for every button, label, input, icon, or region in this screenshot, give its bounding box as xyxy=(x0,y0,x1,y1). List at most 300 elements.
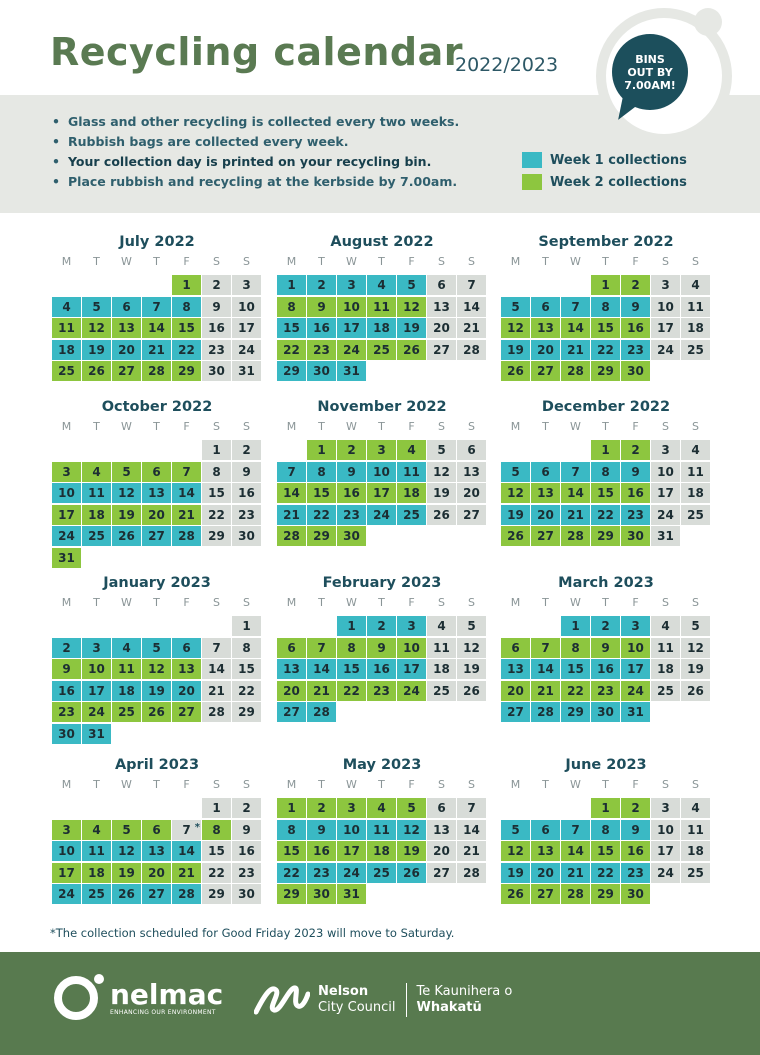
month-name: April 2023 xyxy=(114,757,200,773)
weekday-label: W xyxy=(570,778,581,791)
day-cell: 18 xyxy=(681,318,710,338)
weekday-label: S xyxy=(468,596,475,609)
day-cell: 4 xyxy=(681,440,710,460)
month-april-2023 xyxy=(52,754,262,904)
day-cell: 14 xyxy=(142,318,171,338)
day-cell: 15 xyxy=(591,318,620,338)
month-name: May 2023 xyxy=(342,757,422,773)
day-cell: 17 xyxy=(337,841,366,861)
weekday-label: T xyxy=(602,778,609,791)
council-maori-name xyxy=(417,984,513,1016)
weekday-label: F xyxy=(408,420,415,433)
day-cell: 25 xyxy=(367,863,396,883)
day-cell: 12 xyxy=(112,483,141,503)
weekday-label: S xyxy=(438,596,445,609)
day-cell: 8 xyxy=(277,297,306,317)
day-cell: 6 xyxy=(142,462,171,482)
day-cell: 13 xyxy=(277,659,306,679)
day-cell: 14 xyxy=(172,483,201,503)
day-cell: 9 xyxy=(621,462,650,482)
day-cell: 27 xyxy=(427,863,456,883)
weekday-label: T xyxy=(378,596,385,609)
day-cell: 28 xyxy=(172,884,201,904)
day-cell: 18 xyxy=(112,681,141,701)
council-name-line2: City Council xyxy=(318,1000,396,1015)
day-cell: 4 xyxy=(681,798,710,818)
day-cell: 17 xyxy=(337,318,366,338)
weekday-label: W xyxy=(121,255,132,268)
day-cell: 12 xyxy=(397,820,426,840)
month-october-2022 xyxy=(52,396,262,568)
weekday-label: M xyxy=(510,596,521,609)
day-cell: 18 xyxy=(651,659,680,679)
day-cell: 7 xyxy=(142,297,171,317)
day-cell: 29 xyxy=(202,884,231,904)
weekday-header xyxy=(501,594,711,612)
day-cell: 11 xyxy=(112,659,141,679)
day-cell: 13 xyxy=(172,659,201,679)
day-cell: 5 xyxy=(501,297,530,317)
weekday-label: S xyxy=(213,596,220,609)
day-cell: 30 xyxy=(337,526,366,546)
day-cell: 2 xyxy=(367,616,396,636)
day-cell: 18 xyxy=(427,659,456,679)
day-cell: 7 xyxy=(307,638,336,658)
weekday-label: F xyxy=(183,596,190,609)
day-cell: 4 xyxy=(112,638,141,658)
day-cell: 21 xyxy=(172,505,201,525)
weekday-label: F xyxy=(408,596,415,609)
bullet-rubbish: • Rubbish bags are collected every week. xyxy=(52,132,459,152)
day-cell: 2 xyxy=(337,440,366,460)
maori-line2: Whakatū xyxy=(416,1000,482,1015)
badge-text: BINS OUT BY 7.00AM! xyxy=(624,52,676,92)
day-cell: 16 xyxy=(307,318,336,338)
day-cell: 5 xyxy=(112,820,141,840)
weekday-label: T xyxy=(602,255,609,268)
weekday-header xyxy=(52,418,262,436)
day-cell: 19 xyxy=(112,505,141,525)
month-november-2022 xyxy=(277,396,487,546)
page-year: 2022/2023 xyxy=(455,54,559,76)
day-cell: 19 xyxy=(397,318,426,338)
month-days xyxy=(501,440,711,546)
day-cell: 2 xyxy=(307,798,336,818)
day-cell: 12 xyxy=(82,318,111,338)
day-cell: 18 xyxy=(397,483,426,503)
day-cell: 17 xyxy=(232,318,261,338)
day-cell: 1 xyxy=(202,798,231,818)
day-cell: 13 xyxy=(427,820,456,840)
month-name: October 2022 xyxy=(101,399,213,415)
weekday-label: W xyxy=(121,778,132,791)
day-cell: 6 xyxy=(112,297,141,317)
day-cell: 22 xyxy=(232,681,261,701)
weekday-label: S xyxy=(468,255,475,268)
month-december-2022 xyxy=(501,396,711,546)
day-cell: 11 xyxy=(52,318,81,338)
day-cell: 22 xyxy=(561,681,590,701)
day-cell: 7 xyxy=(561,820,590,840)
month-name: November 2022 xyxy=(317,399,447,415)
weekday-label: W xyxy=(570,255,581,268)
month-days xyxy=(52,275,262,381)
day-cell: 5 xyxy=(397,798,426,818)
day-cell: 29 xyxy=(591,361,620,381)
day-cell: 1 xyxy=(591,798,620,818)
day-cell: 2 xyxy=(202,275,231,295)
nelson-swoosh-icon xyxy=(254,982,310,1018)
day-cell: 24 xyxy=(651,863,680,883)
day-cell: 26 xyxy=(397,340,426,360)
day-cell: 18 xyxy=(82,863,111,883)
day-cell: 19 xyxy=(501,505,530,525)
weekday-label: T xyxy=(93,420,100,433)
day-cell: 18 xyxy=(367,841,396,861)
day-cell: 6 xyxy=(427,275,456,295)
day-cell: 7 xyxy=(172,462,201,482)
weekday-label: T xyxy=(153,420,160,433)
day-cell: 12 xyxy=(501,318,530,338)
day-cell: 13 xyxy=(457,462,486,482)
day-cell: 26 xyxy=(142,702,171,722)
weekday-label: M xyxy=(510,420,521,433)
day-cell: 16 xyxy=(232,483,261,503)
day-cell: 6 xyxy=(427,798,456,818)
legend-week1-label: Week 1 collections xyxy=(550,152,687,168)
month-name: August 2022 xyxy=(330,234,434,250)
day-cell: 10 xyxy=(651,462,680,482)
day-cell: 3 xyxy=(82,638,111,658)
day-cell: 5 xyxy=(501,820,530,840)
weekday-label: S xyxy=(468,778,475,791)
day-cell: 24 xyxy=(651,505,680,525)
day-cell: 17 xyxy=(397,659,426,679)
month-days xyxy=(501,798,711,904)
council-name xyxy=(318,984,396,1016)
weekday-label: S xyxy=(243,420,250,433)
day-cell: 16 xyxy=(52,681,81,701)
day-cell: 22 xyxy=(202,863,231,883)
day-cell: 9 xyxy=(202,297,231,317)
day-cell: 12 xyxy=(681,638,710,658)
month-name: December 2022 xyxy=(541,399,671,415)
day-cell: 25 xyxy=(367,340,396,360)
day-cell: 11 xyxy=(681,297,710,317)
page-title: Recycling calendar xyxy=(50,30,463,74)
day-cell: 13 xyxy=(142,483,171,503)
day-cell: 6 xyxy=(172,638,201,658)
weekday-label: T xyxy=(542,420,549,433)
legend-week2-label: Week 2 collections xyxy=(550,174,687,190)
month-days xyxy=(52,440,262,568)
day-cell: 8 xyxy=(591,462,620,482)
weekday-label: F xyxy=(408,255,415,268)
weekday-label: M xyxy=(286,255,297,268)
day-cell: 7 xyxy=(202,638,231,658)
day-cell: 14 xyxy=(202,659,231,679)
day-cell: 27 xyxy=(112,361,141,381)
day-cell: 25 xyxy=(82,526,111,546)
day-cell: 10 xyxy=(52,483,81,503)
weekday-label: S xyxy=(438,778,445,791)
day-cell: 3 xyxy=(367,440,396,460)
nelmac-ring-icon xyxy=(54,976,98,1020)
day-cell: 10 xyxy=(52,841,81,861)
day-cell: 2 xyxy=(591,616,620,636)
day-cell: 9 xyxy=(52,659,81,679)
day-cell: 9 xyxy=(621,820,650,840)
day-cell: 20 xyxy=(112,340,141,360)
day-cell: 20 xyxy=(427,841,456,861)
legend-week2 xyxy=(522,171,687,193)
legend-week1-swatch xyxy=(522,152,542,168)
day-cell: 3 xyxy=(397,616,426,636)
day-cell: 8 xyxy=(232,638,261,658)
day-cell: 14 xyxy=(457,297,486,317)
weekday-header xyxy=(277,253,487,271)
day-cell: 8 xyxy=(591,820,620,840)
day-cell: 11 xyxy=(681,462,710,482)
day-cell: 6 xyxy=(277,638,306,658)
day-cell: 17 xyxy=(82,681,111,701)
day-cell: 21 xyxy=(561,340,590,360)
day-cell: 28 xyxy=(172,526,201,546)
month-days xyxy=(501,616,711,722)
weekday-label: F xyxy=(632,596,639,609)
day-cell: 29 xyxy=(277,361,306,381)
day-cell: 10 xyxy=(621,638,650,658)
weekday-label: S xyxy=(243,596,250,609)
day-cell: 27 xyxy=(531,884,560,904)
day-cell: 10 xyxy=(367,462,396,482)
weekday-label: M xyxy=(61,420,72,433)
day-cell: 18 xyxy=(681,841,710,861)
day-cell: 10 xyxy=(232,297,261,317)
day-cell: 9 xyxy=(367,638,396,658)
day-cell: 16 xyxy=(591,659,620,679)
day-cell: 3 xyxy=(651,440,680,460)
day-cell: 8 xyxy=(337,638,366,658)
day-cell: 17 xyxy=(651,318,680,338)
day-cell: 15 xyxy=(591,841,620,861)
day-cell: 20 xyxy=(277,681,306,701)
day-cell: 12 xyxy=(142,659,171,679)
month-name: July 2022 xyxy=(119,234,195,250)
weekday-label: S xyxy=(438,420,445,433)
day-cell: 6 xyxy=(142,820,171,840)
weekday-label: T xyxy=(542,778,549,791)
day-cell: 23 xyxy=(621,340,650,360)
day-cell: 24 xyxy=(82,702,111,722)
info-bullets xyxy=(52,112,459,192)
day-cell: 4 xyxy=(427,616,456,636)
day-cell: 1 xyxy=(202,440,231,460)
day-cell: 20 xyxy=(501,681,530,701)
day-cell: 13 xyxy=(531,318,560,338)
council-name-line1: Nelson xyxy=(318,984,369,999)
day-cell: 3 xyxy=(621,616,650,636)
day-cell: 22 xyxy=(277,340,306,360)
nelmac-wordmark: nelmac xyxy=(110,977,224,1011)
day-cell: 7 xyxy=(277,462,306,482)
day-cell: 30 xyxy=(52,724,81,744)
day-cell: 5 xyxy=(427,440,456,460)
weekday-label: S xyxy=(692,596,699,609)
day-cell: 3 xyxy=(651,275,680,295)
day-cell: 23 xyxy=(621,863,650,883)
day-cell: 27 xyxy=(142,884,171,904)
day-cell: 14 xyxy=(561,483,590,503)
day-cell: 7 xyxy=(531,638,560,658)
day-cell: 12 xyxy=(457,638,486,658)
day-cell: 15 xyxy=(591,483,620,503)
day-cell: 12 xyxy=(501,483,530,503)
day-cell: 6 xyxy=(531,297,560,317)
day-cell: 30 xyxy=(307,361,336,381)
day-cell: 4 xyxy=(82,462,111,482)
day-cell: 23 xyxy=(591,681,620,701)
legend xyxy=(522,149,687,193)
day-cell: 27 xyxy=(531,526,560,546)
weekday-label: T xyxy=(93,596,100,609)
bins-out-badge xyxy=(612,34,688,110)
day-cell: 17 xyxy=(621,659,650,679)
day-cell: 9 xyxy=(232,820,261,840)
day-cell: 15 xyxy=(202,483,231,503)
weekday-label: T xyxy=(318,420,325,433)
day-cell: 11 xyxy=(427,638,456,658)
day-cell: 2 xyxy=(232,798,261,818)
day-cell: 4 xyxy=(52,297,81,317)
day-cell: 25 xyxy=(681,505,710,525)
day-cell: 24 xyxy=(232,340,261,360)
weekday-label: W xyxy=(121,596,132,609)
month-days xyxy=(52,798,262,904)
day-cell: 23 xyxy=(232,863,261,883)
weekday-label: M xyxy=(61,255,72,268)
weekday-label: M xyxy=(510,255,521,268)
day-cell: 10 xyxy=(397,638,426,658)
day-cell: 21 xyxy=(307,681,336,701)
day-cell: 5 xyxy=(142,638,171,658)
day-cell: 8 xyxy=(307,462,336,482)
month-may-2023 xyxy=(277,754,487,904)
weekday-label: T xyxy=(378,420,385,433)
day-cell: 2 xyxy=(232,440,261,460)
day-cell: 5 xyxy=(82,297,111,317)
day-cell: 2 xyxy=(621,275,650,295)
day-cell: 10 xyxy=(337,297,366,317)
day-cell: 15 xyxy=(232,659,261,679)
day-cell: 24 xyxy=(367,505,396,525)
day-cell: 15 xyxy=(172,318,201,338)
weekday-label: W xyxy=(346,420,357,433)
day-cell: 22 xyxy=(591,863,620,883)
day-cell: 19 xyxy=(427,483,456,503)
day-cell: 30 xyxy=(621,884,650,904)
day-cell: 10 xyxy=(651,297,680,317)
day-cell: 1 xyxy=(561,616,590,636)
day-cell: 8 xyxy=(561,638,590,658)
day-cell: 9 xyxy=(591,638,620,658)
weekday-label: M xyxy=(286,420,297,433)
day-cell: 13 xyxy=(427,297,456,317)
day-cell: 13 xyxy=(112,318,141,338)
month-days xyxy=(52,616,262,744)
month-days xyxy=(277,275,487,381)
day-cell: 27 xyxy=(427,340,456,360)
weekday-label: M xyxy=(286,596,297,609)
weekday-label: F xyxy=(183,255,190,268)
day-cell: 26 xyxy=(112,526,141,546)
day-cell: 23 xyxy=(337,505,366,525)
day-cell: 4 xyxy=(367,798,396,818)
month-february-2023 xyxy=(277,572,487,722)
day-cell: 25 xyxy=(681,340,710,360)
weekday-label: T xyxy=(153,778,160,791)
weekday-header xyxy=(501,776,711,794)
weekday-label: T xyxy=(602,596,609,609)
day-cell: 21 xyxy=(202,681,231,701)
weekday-label: S xyxy=(213,420,220,433)
day-cell: 21 xyxy=(561,863,590,883)
day-cell: 27 xyxy=(142,526,171,546)
day-cell: 26 xyxy=(501,361,530,381)
day-cell: 8 xyxy=(172,297,201,317)
day-cell: 22 xyxy=(591,340,620,360)
day-cell: 21 xyxy=(142,340,171,360)
day-cell: 20 xyxy=(172,681,201,701)
day-cell: 18 xyxy=(52,340,81,360)
day-cell: 6 xyxy=(501,638,530,658)
day-cell: 4 xyxy=(367,275,396,295)
nelson-city-council-logo xyxy=(254,982,512,1018)
weekday-label: W xyxy=(570,596,581,609)
day-cell: 31 xyxy=(337,361,366,381)
day-cell: 16 xyxy=(307,841,336,861)
day-cell: 13 xyxy=(531,841,560,861)
weekday-label: S xyxy=(243,778,250,791)
day-cell: 20 xyxy=(531,863,560,883)
day-cell: 13 xyxy=(501,659,530,679)
day-cell: 11 xyxy=(367,820,396,840)
bullet-collection-day: • Your collection day is printed on your recycling bin. xyxy=(52,152,459,172)
day-cell: 2 xyxy=(307,275,336,295)
day-cell: 31 xyxy=(52,548,81,568)
day-cell: 20 xyxy=(142,863,171,883)
day-cell: 12 xyxy=(501,841,530,861)
month-june-2023 xyxy=(501,754,711,904)
day-cell: 3 xyxy=(52,820,81,840)
month-days xyxy=(277,798,487,904)
day-cell: 29 xyxy=(561,702,590,722)
weekday-label: W xyxy=(121,420,132,433)
day-cell: 14 xyxy=(277,483,306,503)
day-cell: 16 xyxy=(202,318,231,338)
day-cell: 16 xyxy=(621,483,650,503)
weekday-label: S xyxy=(438,255,445,268)
month-days xyxy=(501,275,711,381)
weekday-label: S xyxy=(662,778,669,791)
day-cell: 16 xyxy=(232,841,261,861)
day-cell: 29 xyxy=(591,526,620,546)
day-cell: 27 xyxy=(457,505,486,525)
day-cell: 15 xyxy=(561,659,590,679)
day-cell: 15 xyxy=(307,483,336,503)
weekday-label: T xyxy=(93,255,100,268)
weekday-label: F xyxy=(408,778,415,791)
